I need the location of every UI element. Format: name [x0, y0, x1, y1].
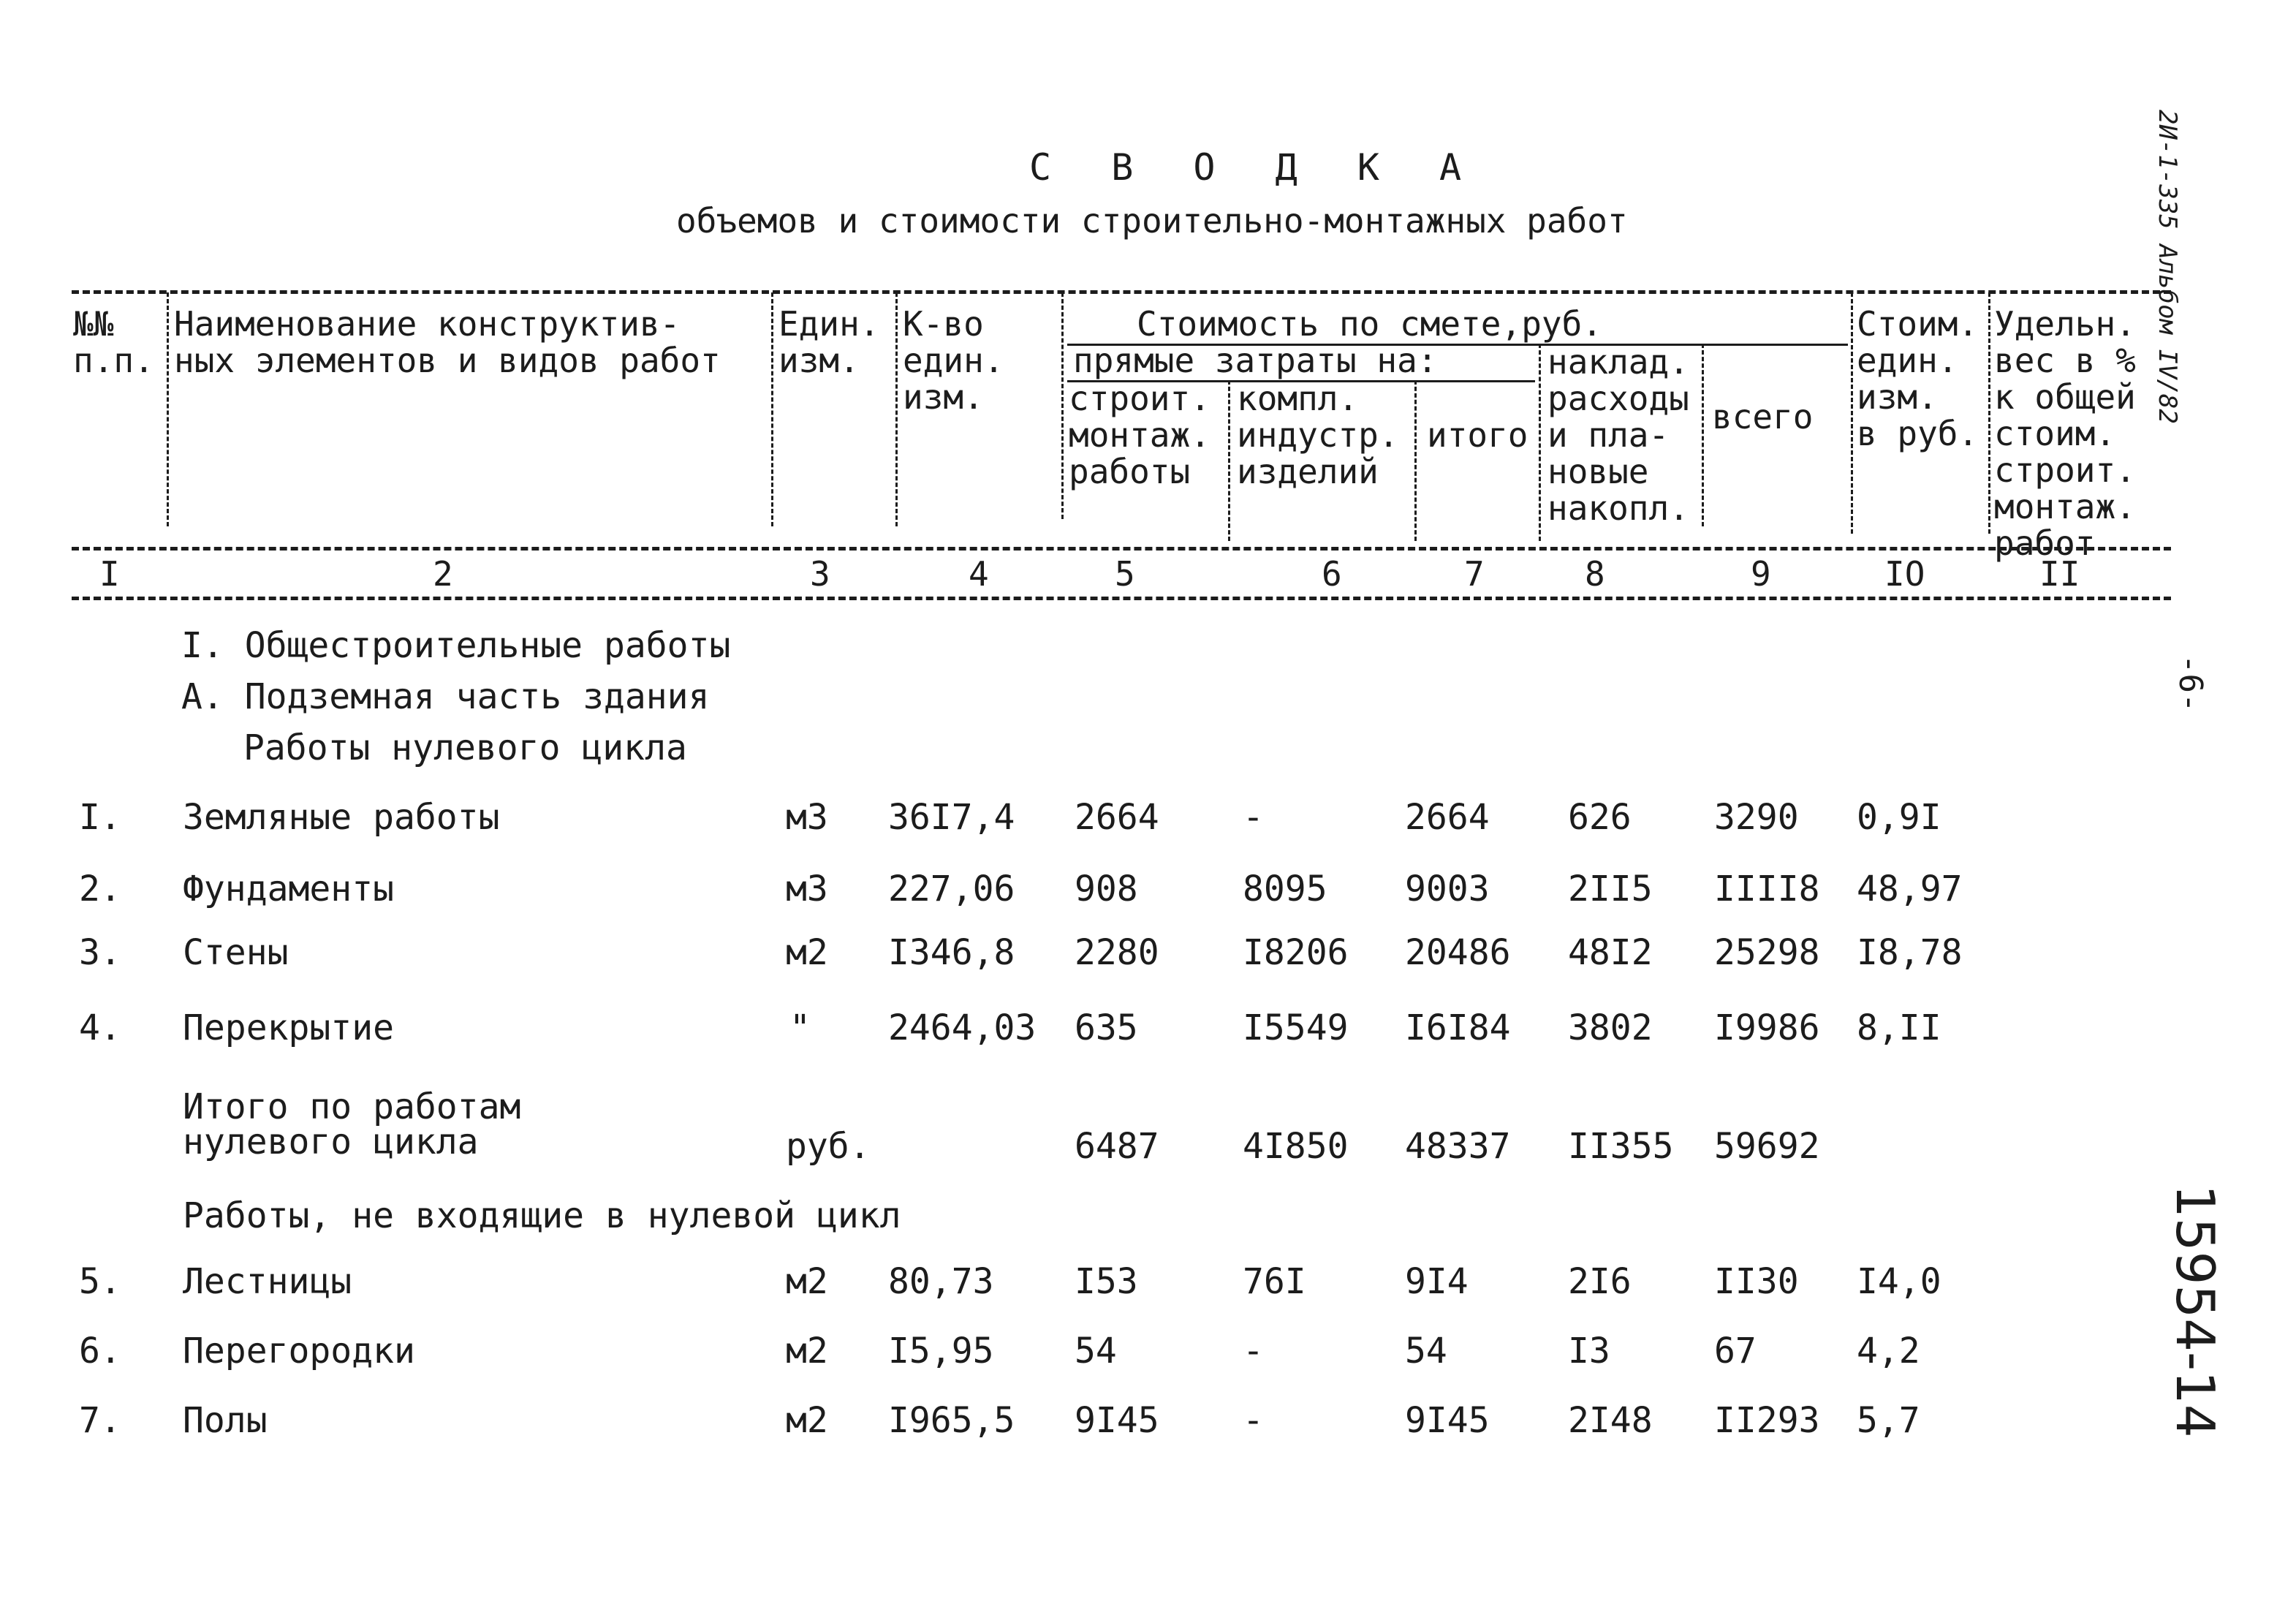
- col-number-3: 3: [810, 554, 830, 594]
- table-row: [0, 1331, 2296, 1374]
- col-divider-8: [1702, 344, 1704, 526]
- table-row: [0, 797, 2296, 841]
- col-number-8: 8: [1585, 554, 1605, 594]
- header-col-9: всего: [1712, 397, 1814, 436]
- row-c10: I4,0: [1857, 1261, 1941, 1302]
- col-divider-4: [1061, 292, 1064, 519]
- row-c5: 54: [1075, 1331, 1117, 1372]
- table-row: [0, 932, 2296, 976]
- row-c8: 626: [1568, 797, 1632, 838]
- document-subtitle: объемов и стоимости строительно-монтажных работ: [676, 201, 1628, 241]
- row-unit: м3: [786, 869, 828, 909]
- row-c6: I5549: [1243, 1007, 1349, 1048]
- row-c6: -: [1243, 1400, 1264, 1441]
- col-number-5: 5: [1115, 554, 1135, 594]
- row-name: Лестницы: [183, 1261, 352, 1302]
- col-number-4: 4: [969, 554, 989, 594]
- row-c9: IIII8: [1714, 869, 1820, 909]
- row-c5: 908: [1075, 869, 1138, 909]
- row-qty: 36I7,4: [888, 797, 1015, 838]
- row-number: 2.: [79, 869, 121, 909]
- col-number-6: 6: [1322, 554, 1342, 594]
- row-c6: I8206: [1243, 932, 1349, 973]
- row-c8: I3: [1568, 1331, 1610, 1372]
- header-col-4: К-во един. изм.: [903, 304, 1004, 417]
- row-c7: 20486: [1405, 932, 1511, 973]
- table-row: [0, 1400, 2296, 1444]
- row-name: Стены: [183, 932, 289, 973]
- header-col-2: Наименование конструктив- ных элементов и видов работ: [174, 304, 721, 380]
- row-c7: 9I45: [1405, 1400, 1490, 1441]
- row-c10: 8,II: [1857, 1007, 1941, 1048]
- row-c5: 2664: [1075, 797, 1159, 838]
- section-heading: Работы, не входящие в нулевой цикл: [183, 1195, 901, 1236]
- total-c5: 6487: [1075, 1126, 1159, 1167]
- section-heading: I. Общестроительные работы: [181, 625, 731, 666]
- row-unit: м3: [786, 797, 828, 838]
- row-c9: I9986: [1714, 1007, 1820, 1048]
- section-heading: Работы нулевого цикла: [243, 727, 687, 768]
- row-c10: 0,9I: [1857, 797, 1941, 838]
- row-c8: 2I6: [1568, 1261, 1632, 1302]
- row-c10: 5,7: [1857, 1400, 1920, 1441]
- row-qty: 227,06: [888, 869, 1015, 909]
- col-divider-6: [1414, 380, 1417, 541]
- page-number: -6-: [2172, 654, 2209, 713]
- row-c9: II293: [1714, 1400, 1820, 1441]
- row-name: Земляные работы: [183, 797, 500, 838]
- row-c6: -: [1243, 1331, 1264, 1372]
- row-name: Полы: [183, 1400, 268, 1441]
- total-c8: II355: [1568, 1126, 1674, 1167]
- header-col-3: Един. изм.: [778, 304, 880, 380]
- row-c5: 635: [1075, 1007, 1138, 1048]
- row-c8: 3802: [1568, 1007, 1653, 1048]
- row-qty: 80,73: [888, 1261, 994, 1302]
- row-c6: 76I: [1243, 1261, 1306, 1302]
- document-title: С В О Д К А: [1029, 146, 1481, 189]
- row-c7: 54: [1405, 1331, 1447, 1372]
- row-number: 7.: [79, 1400, 121, 1441]
- col-number-11: II: [2039, 554, 2080, 594]
- row-qty: I346,8: [888, 932, 1015, 973]
- row-name: Фундаменты: [183, 869, 394, 909]
- total-c7: 48337: [1405, 1126, 1511, 1167]
- row-c8: 2I48: [1568, 1400, 1653, 1441]
- col-divider-7: [1539, 344, 1541, 541]
- row-c7: I6I84: [1405, 1007, 1511, 1048]
- row-unit: м2: [786, 1400, 828, 1441]
- row-qty: 2464,03: [888, 1007, 1037, 1048]
- row-c10: 48,97: [1857, 869, 1963, 909]
- col-number-9: 9: [1751, 554, 1771, 594]
- row-unit: м2: [786, 932, 828, 973]
- table-row: [0, 1261, 2296, 1305]
- row-c6: -: [1243, 797, 1264, 838]
- col-number-7: 7: [1464, 554, 1485, 594]
- table-row: [0, 869, 2296, 912]
- row-unit: м2: [786, 1261, 828, 1302]
- section-heading: А. Подземная часть здания: [181, 676, 710, 717]
- row-unit: м2: [786, 1331, 828, 1372]
- column-numbers-rule: [72, 597, 2171, 600]
- row-name: Перегородки: [183, 1331, 415, 1372]
- col-divider-10: [1988, 292, 1990, 534]
- row-unit: ": [789, 1007, 811, 1048]
- col-divider-1: [167, 292, 169, 526]
- row-c10: I8,78: [1857, 932, 1963, 973]
- total-c6: 4I850: [1243, 1126, 1349, 1167]
- row-c10: 4,2: [1857, 1331, 1920, 1372]
- table-row: [0, 1007, 2296, 1051]
- row-qty: I5,95: [888, 1331, 994, 1372]
- row-c9: 3290: [1714, 797, 1799, 838]
- row-c5: 9I45: [1075, 1400, 1159, 1441]
- row-name: Перекрытие: [183, 1007, 394, 1048]
- total-label: Итого по работам нулевого цикла: [183, 1086, 521, 1162]
- document-stamp: 15954-14: [2164, 1184, 2226, 1438]
- total-c9: 59692: [1714, 1126, 1820, 1167]
- header-direct-group: прямые затраты на:: [1073, 341, 1438, 380]
- row-c7: 2664: [1405, 797, 1490, 838]
- row-c5: I53: [1075, 1261, 1138, 1302]
- row-c9: 67: [1714, 1331, 1757, 1372]
- header-col-11: Удельн. вес в % к общей стоим. строит. монтаж. работ: [1994, 304, 2136, 563]
- header-col-10: Стоим. един. изм. в руб.: [1857, 304, 1979, 453]
- row-c5: 2280: [1075, 932, 1159, 973]
- header-col-8: наклад. расходы и пла- новые накопл.: [1547, 342, 1689, 528]
- row-c6: 8095: [1243, 869, 1327, 909]
- col-number-2: 2: [433, 554, 453, 594]
- header-col-5: строит. монтаж. работы: [1069, 379, 1210, 491]
- col-divider-2: [771, 292, 773, 526]
- header-bottom-rule: [72, 547, 2171, 551]
- total-unit: руб.: [786, 1126, 871, 1167]
- total-row: [0, 1086, 2296, 1170]
- header-col-7: итого: [1427, 415, 1528, 455]
- header-col-6: компл. индустр. изделий: [1237, 379, 1399, 491]
- row-c8: 48I2: [1568, 932, 1653, 973]
- col-number-10: IO: [1884, 554, 1925, 594]
- col-divider-3: [895, 292, 898, 526]
- row-number: 4.: [79, 1007, 121, 1048]
- row-number: 6.: [79, 1331, 121, 1372]
- row-number: 3.: [79, 932, 121, 973]
- row-number: I.: [79, 797, 121, 838]
- row-c8: 2II5: [1568, 869, 1653, 909]
- header-cost-group: Стоимость по смете,руб.: [1137, 304, 1602, 344]
- row-c9: 25298: [1714, 932, 1820, 973]
- row-c7: 9I4: [1405, 1261, 1469, 1302]
- col-divider-5: [1228, 380, 1230, 541]
- col-number-1: I: [99, 554, 120, 594]
- margin-note: 2И-1-335 Альбом IV/82: [2153, 110, 2182, 424]
- row-qty: I965,5: [888, 1400, 1015, 1441]
- row-c7: 9003: [1405, 869, 1490, 909]
- header-top-rule: [72, 290, 2171, 294]
- row-c9: II30: [1714, 1261, 1799, 1302]
- row-number: 5.: [79, 1261, 121, 1302]
- header-col-1: №№ п.п.: [73, 304, 154, 380]
- col-divider-9: [1851, 292, 1853, 534]
